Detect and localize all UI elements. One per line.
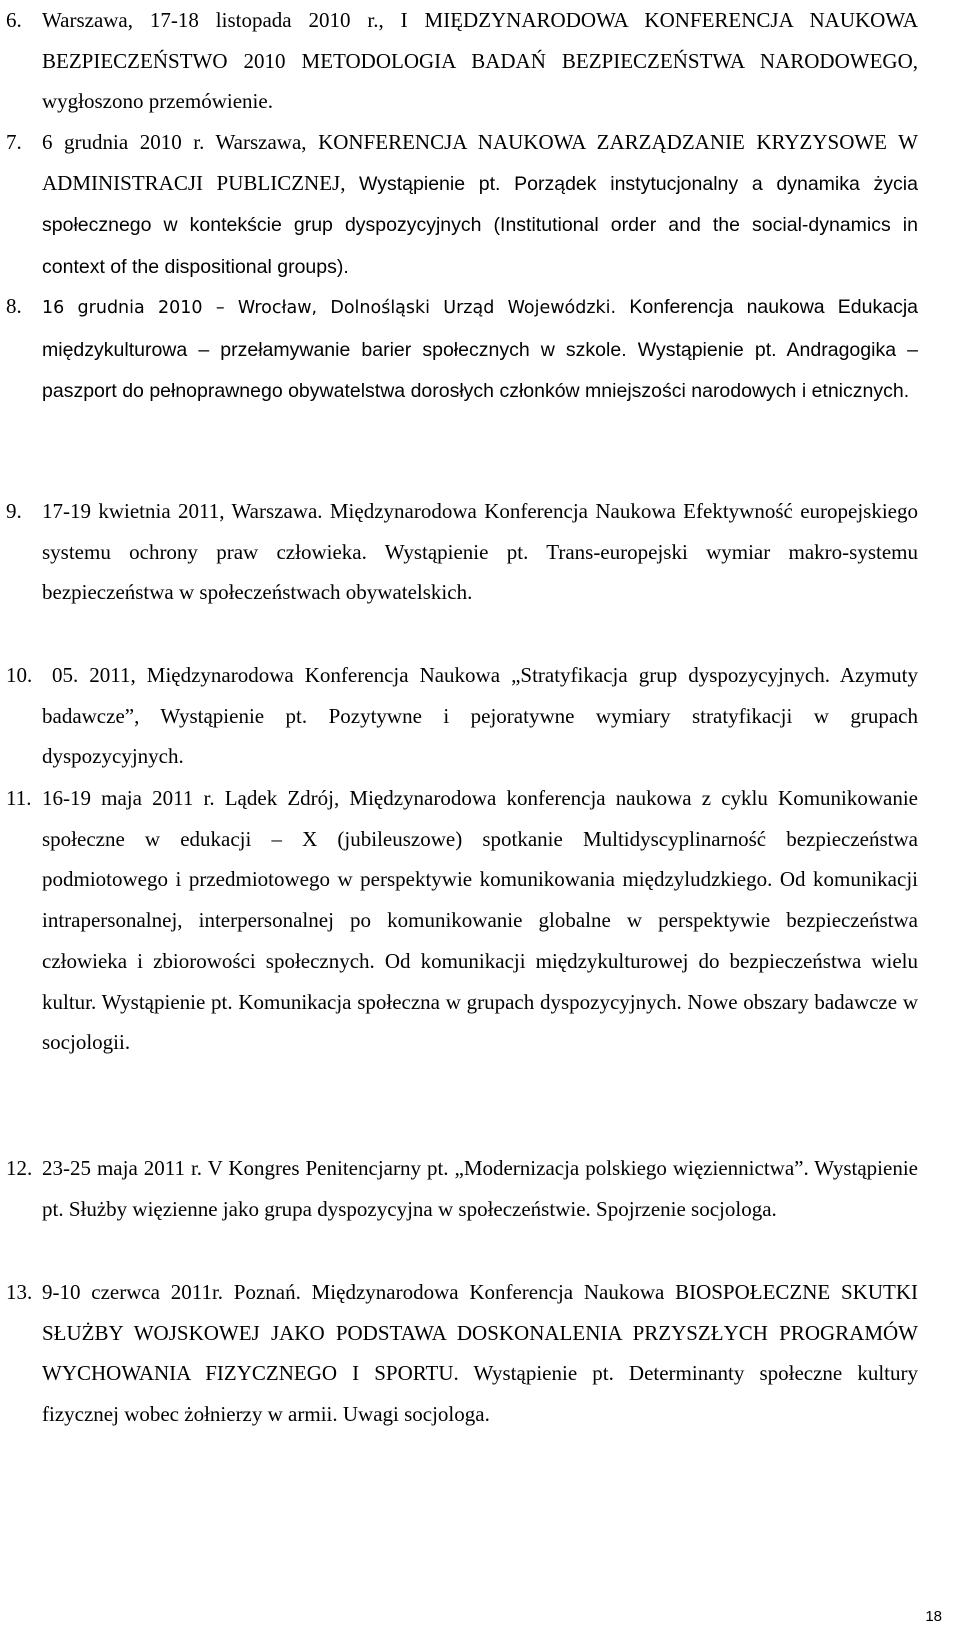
item-text-segment: Warszawa, 17-18 listopada 2010 r., I MIĘDZYNARODOWA KONFERENCJA NAUKOWA BEZPIECZEŃSTWO 2010 METODOLOGIA BADAŃ BEZPIECZEŃSTWA NARODOWEGO, wygłoszono przemówienie. [42,8,918,114]
item-text [42,0,918,122]
item-text [42,778,918,1063]
list-item [0,1148,960,1229]
item-text-segment: 17-19 kwietnia 2011, Warszawa. Międzynarodowa Konferencja Naukowa Efektywność europejskiego systemu ochrony praw człowieka. Wystąpienie pt. Trans-europejski wymiar makro-systemu bezpieczeństwa w społeczeństwach obywatelskich. [42,499,918,605]
list-item [0,491,960,613]
list-item [0,778,960,1063]
item-text-segment: 16 grudnia 2010 – Wrocław, Dolnośląski Urząd Wojewódzki. [42,298,630,318]
item-text-segment: 6 grudnia 2010 r. Warszawa, KONFERENCJA NAUKOWA ZARZĄDZANIE KRYZYSOWE W ADMINISTRACJI PUBLICZNEJ, [42,130,918,195]
list-item [0,122,960,288]
item-number: 8. [6,294,22,318]
item-text-segment: Wystąpienie pt. Porządek instytucjonalny a dynamika życia społecznego w kontekście grup dyspozycyjnych (Institutional order and the social-dynamics in context of the dispositional groups). [42,172,918,279]
item-text [42,655,918,777]
list-item [0,1272,960,1435]
page-number: 18 [925,1608,942,1625]
item-number: 9. [6,499,22,523]
item-text-segment: 05. 2011, Międzynarodowa Konferencja Naukowa „Stratyfikacja grup dyspozycyjnych. Azymuty badawcze”, Wystąpienie pt. Pozytywne i pejoratywne wymiary stratyfikacji w grupach dyspozycyjnych. [42,663,918,769]
item-text-segment: 23-25 maja 2011 r. V Kongres Penitencjarny pt. „Modernizacja polskiego więziennictwa”. Wystąpienie pt. Służby więzienne jako grupa dyspozycyjna w społeczeństwie. Spojrzenie socjologa. [42,1156,918,1221]
list-item [0,0,960,122]
item-number: 7. [6,130,22,154]
list-item [0,286,960,412]
item-text [42,122,918,288]
item-text-segment: 16-19 maja 2011 r. Lądek Zdrój, Międzynarodowa konferencja naukowa z cyklu Komunikowanie społeczne w edukacji – X (jubileuszowe) spotkanie Multidyscyplinarność bezpieczeństwa podmiotowego i przedmiotowego w perspektywie komunikowania międzyludzkiego. Od komunikacji intrapersonalnej, interpersonalnej po komunikowanie globalne w perspektywie bezpieczeństwa człowieka i zbiorowości społecznych. Od komunikacji międzykulturowej do bezpieczeństwa wielu kultur. Wystąpienie pt. Komunikacja społeczna w grupach dyspozycyjnych. Nowe obszary badawcze w socjologii. [42,786,918,1055]
item-number: 6. [6,8,22,32]
item-text [42,1272,918,1435]
item-number: 11. [6,786,32,810]
item-text [42,491,918,613]
item-number: 13. [6,1280,33,1304]
item-number: 12. [6,1156,33,1180]
item-text-segment: 9-10 czerwca 2011r. Poznań. Międzynarodowa Konferencja Naukowa BIOSPOŁECZNE SKUTKI SŁUŻBY WOJSKOWEJ JAKO PODSTAWA DOSKONALENIA PRZYSZŁYCH PROGRAMÓW WYCHOWANIA FIZYCZNEGO I SPORTU. Wystąpienie pt. Determinanty społeczne kultury fizycznej wobec żołnierzy w armii. Uwagi socjologa. [42,1280,918,1427]
item-number: 10. [6,663,33,687]
item-text-segment: Konferencja naukowa Edukacja międzykulturowa – przełamywanie barier społecznych w szkole. Wystąpienie pt. Andragogika – paszport do pełnoprawnego obywatelstwa dorosłych członków mniejszości narodowych i etnicznych. [42,296,918,403]
list-item [0,655,960,777]
item-text [42,286,918,412]
item-text [42,1148,918,1229]
